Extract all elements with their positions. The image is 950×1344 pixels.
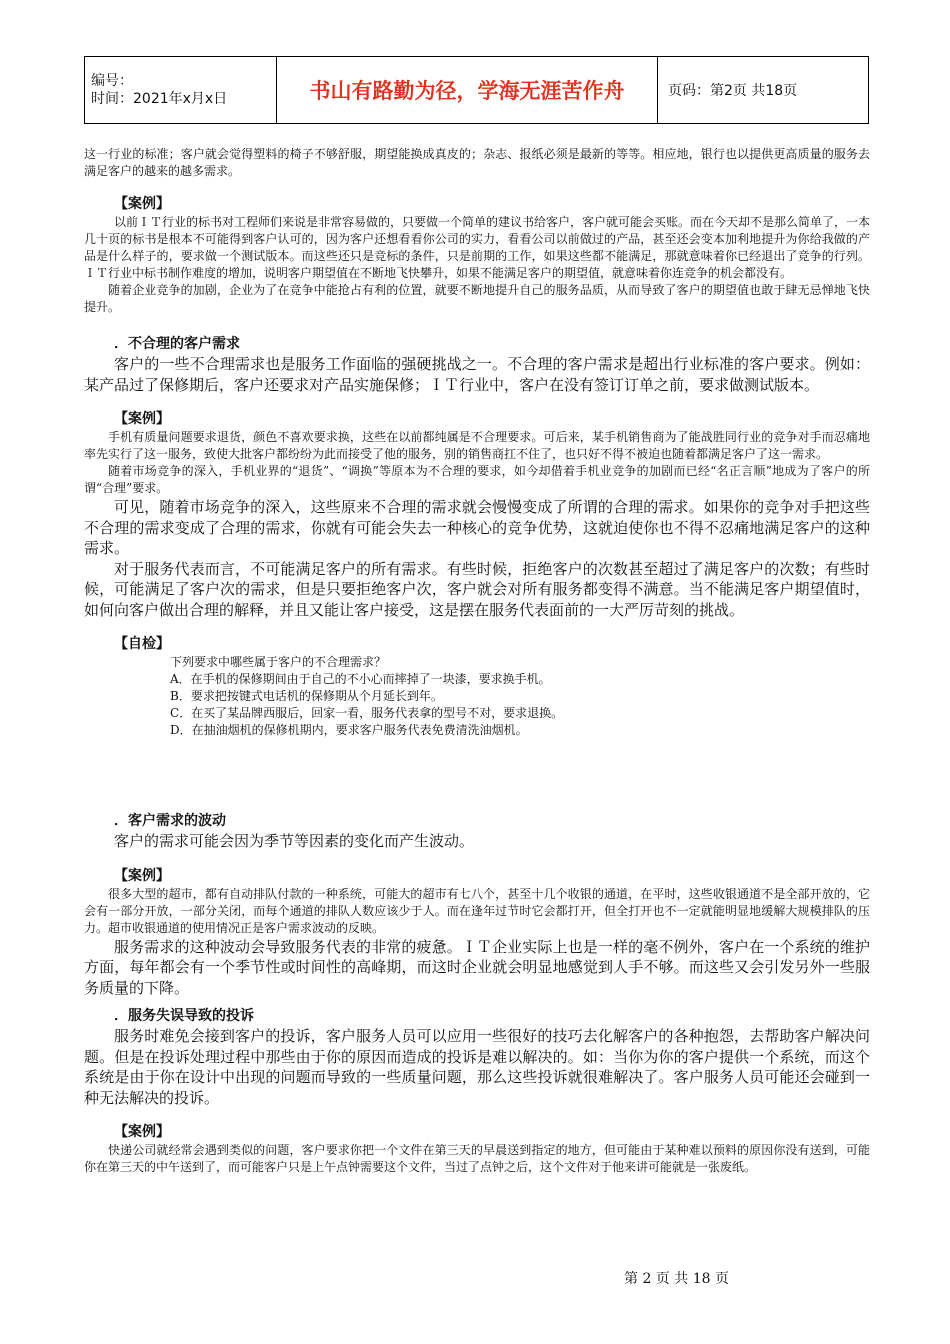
section1-paragraph-1: 客户的一些不合理需求也是服务工作面临的强硬挑战之一。不合理的客户需求是超出行业标准的客户要求。例如：某产品过了保修期后，客户还要求对产品实施保修；ＩＴ行业中，客户在没有签订订单之前，要求做测试版本。 [84, 355, 870, 394]
case-label: 【案例】 [114, 1124, 170, 1140]
self-check-label: 【自检】 [114, 636, 170, 652]
case2-paragraph-2: 随着市场竞争的深入，手机业界的“退货”、“调换”等原本为不合理的要求，如今却借着手机业竞争的加剧而已经“名正言顺”地成为了客户的所谓“合理”要求。 [84, 464, 870, 495]
page-footer: 第 2 页 共 18 页 [624, 1271, 729, 1287]
case4-paragraph-1: 快递公司就经常会遇到类似的问题，客户要求你把一个文件在第三天的早晨送到指定的地方，但可能由于某种难以预料的原因你没有送到，可能你在第三天的中午送到了，而可能客户只是上午点钟需要这个文件，当过了点钟之后，这个文件对于他来讲可能就是一张废纸。 [84, 1143, 870, 1174]
intro-paragraph: 这一行业的标准；客户就会觉得塑料的椅子不够舒服，期望能换成真皮的；杂志、报纸必须是最新的等等。相应地，银行也以提供更高质量的服务去满足客户的越来的越多需求。 [84, 147, 870, 178]
header-motto: 书山有路勤为径，学海无涯苦作舟 [277, 57, 658, 124]
section-title-fluctuation: ．客户需求的波动 [114, 813, 226, 829]
section2-paragraph-2: 服务需求的这种波动会导致服务代表的非常的疲惫。ＩＴ企业实际上也是一样的毫不例外，客户在一个系统的维护方面，每年都会有一个季节性或时间性的高峰期，而这时企业就会明显地感觉到人手不够。而这些又会引发另外一些服务质量的下降。 [84, 937, 870, 997]
header-meta [85, 57, 277, 124]
section1-paragraph-3: 对于服务代表而言，不可能满足客户的所有需求。有些时候，拒绝客户的次数甚至超过了满足客户的次数；有些时候，可能满足了客户次的需求，但是只要拒绝客户次，客户就会对所有服务都变得不满意。当不能满足客户期望值时，如何向客户做出合理的解释，并且又能让客户接受，这是摆在服务代表面前的一大严厉苛刻的挑战。 [84, 559, 870, 619]
section-title-complaints: ．服务失误导致的投诉 [114, 1008, 254, 1024]
case2-paragraph-1: 手机有质量问题要求退货，颜色不喜欢要求换，这些在以前都纯属是不合理要求。可后来，某手机销售商为了能战胜同行业的竞争对手而忍痛地率先实行了这一服务，致使大批客户都纷纷为此而接受了他的服务，别的销售商扛不住了，也只好不得不被迫也随着都满足客户了这一需求。 [84, 430, 870, 461]
self-check-option-a: A．在手机的保修期间由于自己的不小心而摔掉了一块漆，要求换手机。 [170, 672, 551, 686]
case-label: 【案例】 [114, 867, 170, 884]
section3-paragraph-1: 服务时难免会接到客户的投诉，客户服务人员可以应用一些很好的技巧去化解客户的各种抱怨，去帮助客户解决问题。但是在投诉处理过程中那些由于你的原因而造成的投诉是难以解决的。如：当你为你的客户提供一个系统，而这个系统是由于你在设计中出现的问题而导致的一些质量问题，那么这些投诉就很难解决了。客户服务人员可能还会碰到一种无法解决的投诉。 [84, 1027, 870, 1107]
self-check-question: 下列要求中哪些属于客户的不合理需求？ [170, 655, 387, 669]
case-label: 【案例】 [114, 411, 170, 427]
section-title-unreasonable: ．不合理的客户需求 [114, 336, 240, 352]
time-label: 时间：2021年x月x日 [91, 91, 228, 107]
header-table [84, 56, 869, 124]
case1-paragraph-2: 随着企业竞争的加剧，企业为了在竞争中能抢占有利的位置，就要不断地提升自己的服务品质，从而导致了客户的期望值也敢于肆无忌惮地飞快提升。 [84, 283, 870, 314]
self-check-option-d: D．在抽油烟机的保修机期内，要求客户服务代表免费清洗油烟机。 [170, 723, 528, 737]
section2-paragraph-1: 客户的需求可能会因为季节等因素的变化而产生波动。 [114, 832, 475, 850]
section1-paragraph-2: 可见，随着市场竞争的深入，这些原来不合理的需求就会慢慢变成了所谓的合理的需求。如果你的竞争对手把这些不合理的需求变成了合理的需求，你就有可能会失去一种核心的竞争优势，这就迫使你也不得不忍痛地满足客户的这种需求。 [84, 498, 870, 557]
self-check-option-b: B．要求把按键式电话机的保修期从个月延长到年。 [170, 689, 443, 703]
document-body [84, 146, 870, 1176]
header-page-info: 页码：第2页 共18页 [658, 57, 869, 124]
self-check-option-c: C．在买了某品牌西服后，回家一看，服务代表拿的型号不对，要求退换。 [170, 706, 564, 720]
case1-paragraph-1: 以前ＩＴ行业的标书对工程师们来说是非常容易做的，只要做一个简单的建议书给客户，客户就可能会买账。而在今天却不是那么简单了，一本几十页的标书是根本不可能得到客户认可的，因为客户还想看看你公司的实力，看看公司以前做过的产品，甚至还会变本加利地提升为你给我做的产品是什么样子的，要求做一个测试版本。而这些还只是竞标的条件，只是前期的工作，如果这些都不能满足，那就意味着你已经退出了竞争的行列。ＩＴ行业中标书制作难度的增加，说明客户期望值在不断地飞快攀升，如果不能满足客户的期望值，就意味着你连竞争的机会都没有。 [84, 215, 871, 280]
case-label: 【案例】 [114, 196, 170, 212]
number-label: 编号： [91, 73, 133, 89]
case3-paragraph-1: 很多大型的超市，都有自动排队付款的一种系统，可能大的超市有七八个，甚至十几个收银的通道，在平时，这些收银通道不是全部开放的，它会有一部分开放，一部分关闭，而每个通道的排队人数应该少于人。而在逢年过节时它会都打开，但全打开也不一定就能明显地缓解大规模排队的压力。超市收银通道的使用情况正是客户需求波动的反映。 [84, 886, 870, 935]
